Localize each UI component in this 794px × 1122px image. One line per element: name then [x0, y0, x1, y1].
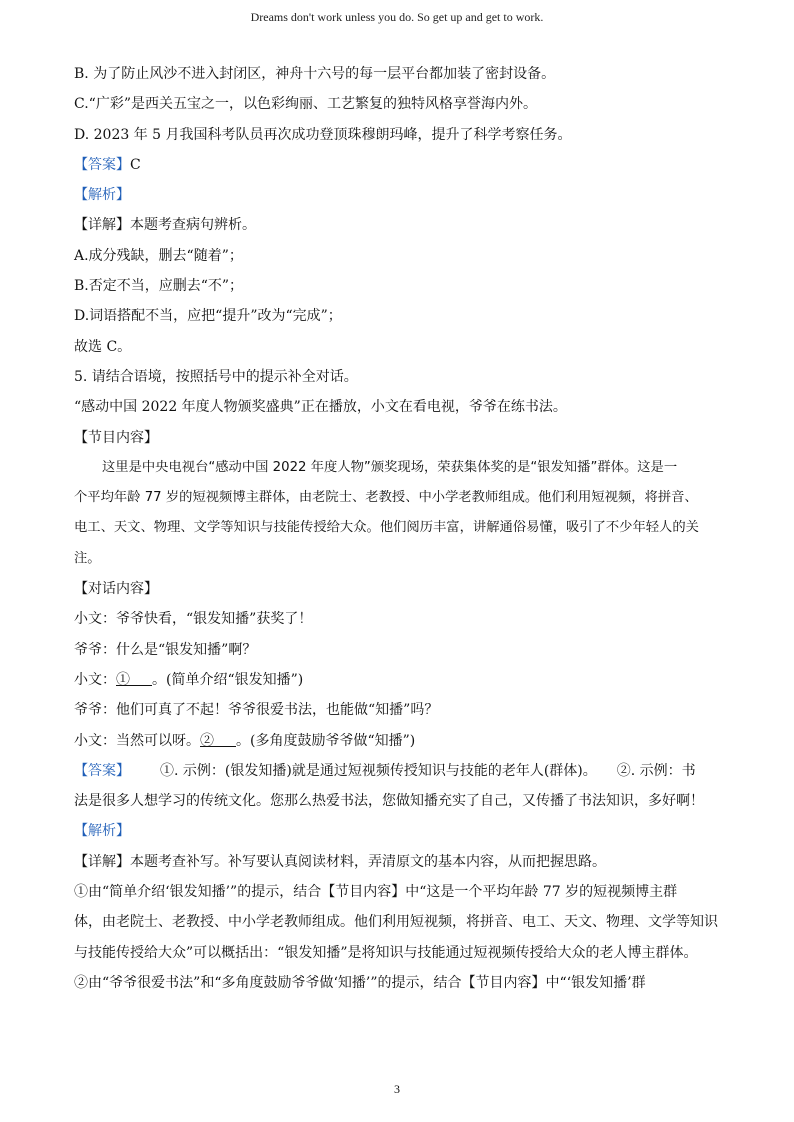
passage-line: 这里是中央电视台“感动中国 2022 年度人物”颁奖现场，荣获集体奖的是“银发知播”群体。这是一: [102, 459, 678, 475]
q4-explain-a: A.成分残缺，删去“随着”；: [74, 247, 243, 264]
option-b: B. 为了防止风沙不进入封闭区，神舟十六号的每一层平台都加装了密封设备。: [74, 66, 556, 82]
q4-answer: [74, 155, 724, 175]
q4-detail: [74, 215, 724, 235]
page-number: 3: [394, 1082, 400, 1096]
page-header-motto: Dreams don't work unless you do. So get up and get to work.: [250, 10, 544, 24]
option-c: C.“广彩”是西关五宝之一，以色彩绚丽、工艺繁复的独特风格享誉海内外。: [74, 96, 537, 113]
passage-line: 个平均年龄 77 岁的短视频博主群体，由老院士、老教授、中小学老教师组成。他们利用短视频，将拼音、: [74, 490, 698, 506]
fill-blank: [130, 671, 152, 686]
q5-explain-line: 体，由老院士、老教授、中小学老教师组成。他们利用短视频，将拼音、电工、天文、物理、文学等知识: [74, 914, 718, 931]
detail-tag: 【详解】: [74, 853, 130, 870]
hint: 。(简单介绍“银发知播”): [152, 671, 304, 688]
q4-analysis-tag: 【解析】: [74, 187, 130, 204]
answer-tag: 【答案】: [74, 156, 130, 173]
dialogue-line-blank-2: [74, 731, 724, 751]
passage-line: 注。: [74, 550, 101, 566]
blank-number: ②: [200, 732, 214, 749]
speaker: 小文：当然可以呀。: [74, 732, 200, 749]
option-d: D. 2023 年 5 月我国科考队员再次成功登顶珠穆朗玛峰，提升了科学考察任务。: [74, 126, 572, 143]
hint: 。(多角度鼓励爷爷做“知播”): [236, 732, 416, 749]
speaker: 小文：: [74, 671, 116, 688]
q5-analysis-tag: 【解析】: [74, 823, 130, 840]
detail-text: 本题考查补写。补写要认真阅读材料，弄清原文的基本内容，从而把握思路。: [130, 853, 606, 870]
q5-question: 5. 请结合语境，按照括号中的提示补全对话。: [74, 368, 358, 385]
q4-explain-d: D.词语搭配不当，应把“提升”改为“完成”；: [74, 308, 342, 325]
dialogue-tag: 【对话内容】: [74, 581, 158, 598]
q5-explain-line: ①由“简单介绍‘银发知播’”的提示，结合【节目内容】中“这是一个平均年龄 77 岁的短视频博主群: [74, 884, 678, 901]
dialogue-line: 小文：爷爷快看，“银发知播”获奖了！: [74, 611, 313, 628]
detail-text: 本题考查病句辨析。: [130, 217, 256, 234]
q5-context: “感动中国 2022 年度人物颁奖盛典”正在播放，小文在看电视，爷爷在练书法。: [74, 399, 567, 416]
answer-tag: 【答案】: [74, 762, 130, 779]
fill-blank: [214, 732, 236, 747]
dialogue-line-blank-1: [74, 670, 724, 690]
q5-explain-line: ②由“爷爷很爱书法”和“多角度鼓励爷爷做‘知播’”的提示，结合【节目内容】中“‘银发知播’群: [74, 974, 646, 991]
q5-explain-line: 与技能传授给大众”可以概括出：“银发知播”是将知识与技能通过短视频传授给大众的老人博主群体。: [74, 944, 698, 961]
dialogue-line: 爷爷：什么是“银发知播”啊？: [74, 641, 257, 658]
q5-detail: [74, 852, 724, 872]
q4-conclusion: 故选 C。: [74, 338, 132, 355]
dialogue-line: 爷爷：他们可真了不起！爷爷很爱书法，也能做“知播”吗？: [74, 702, 439, 719]
document-body: [74, 64, 724, 1003]
answer-value: C: [130, 156, 141, 173]
program-tag: 【节目内容】: [74, 429, 158, 446]
q4-explain-b: B.否定不当，应删去“不”；: [74, 278, 244, 295]
blank-number: ①: [116, 671, 130, 688]
q5-answer-cont: 法是很多人想学习的传统文化。您那么热爱书法，您做知播充实了自己，又传播了书法知识，多好啊！: [74, 793, 704, 810]
answer-1: ①. 示例：(银发知播)就是通过短视频传授知识与技能的老年人(群体)。: [160, 762, 597, 779]
answer-2: ②. 示例：书: [616, 762, 696, 779]
q5-answer: [74, 761, 724, 781]
detail-tag: 【详解】: [74, 217, 130, 234]
passage-line: 电工、天文、物理、文学等知识与技能传授给大众。他们阅历丰富，讲解通俗易懂，吸引了不少年轻人的关: [74, 520, 699, 536]
